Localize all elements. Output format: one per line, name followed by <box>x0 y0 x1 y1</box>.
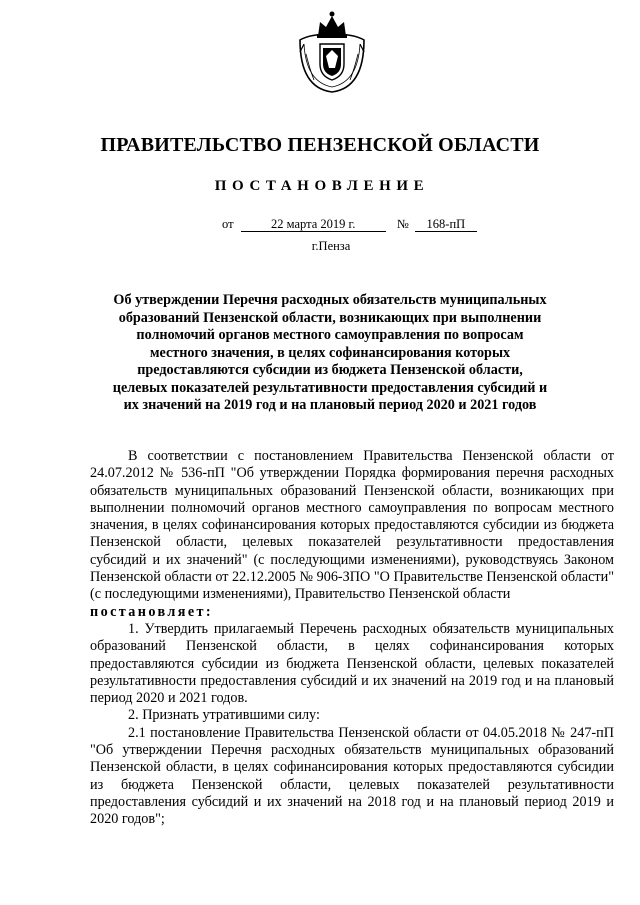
document-type: ПОСТАНОВЛЕНИЕ <box>214 178 430 194</box>
item-1-paragraph: 1. Утвердить прилагаемый Перечень расходных обязательств муниципальных образований Пензенской области, в целях софинансирования которых предоставляются субсидии из бюджета Пензенской области, целевых показателей результативности предоставления субсидий и их значений на 2019 год и на плановый период 2020 и 2021 годов. <box>90 620 614 707</box>
item-2-paragraph: 2. Признать утратившими силу: <box>128 707 320 724</box>
document-body <box>90 448 614 829</box>
number-prefix: № <box>396 217 409 231</box>
document-number: 168-пП <box>415 217 477 232</box>
document-date: 22 марта 2019 г. <box>241 217 386 232</box>
document-city: г.Пенза <box>311 239 351 253</box>
document-date-number <box>222 217 477 232</box>
decree-word: постановляет: <box>90 603 214 620</box>
preamble-paragraph: В соответствии с постановлением Правительства Пензенской области от 24.07.2012 № 536-пП "Об утверждении Порядка формирования перечня расходных обязательств муниципальных образований Пензенской области, возникающих при выполнении полномочий органов местного самоуправления по вопросам местного значения, в целях софинансирования которых предоставляются субсидии из бюджета Пензенской области, целевых показателей результативности предоставления субсидий и их значений" (с последующими изменениями), руководствуясь Законом Пензенской области от 22.12.2005 № 906-ЗПО "О Правительстве Пензенской области" (с последующими изменениями), Правительство Пензенской области <box>90 448 614 603</box>
government-title: ПРАВИТЕЛЬСТВО ПЕНЗЕНСКОЙ ОБЛАСТИ <box>100 134 540 156</box>
item-2-1-paragraph: 2.1 постановление Правительства Пензенской области от 04.05.2018 № 247-пП "Об утверждении Перечня расходных обязательств муниципальных образований Пензенской области, в целях софинансирования которых предоставляются субсидии из бюджета Пензенской области, целевых показателей результативности предоставления субсидий и их значений на 2018 год и на плановый период 2019 и 2020 годов"; <box>90 724 614 828</box>
document-subject: Об утверждении Перечня расходных обязательств муниципальных образований Пензенской области, возникающих при выполнении полномочий органов местного самоуправления по вопросам местного значения, в целях софинансирования которых предоставляются субсидии из бюджета Пензенской области, целевых показателей результативности предоставления субсидий и их значений на 2019 год и на плановый период 2020 и 2021 годов <box>112 292 548 413</box>
coat-of-arms-icon <box>296 10 368 94</box>
date-prefix: от <box>222 217 234 231</box>
